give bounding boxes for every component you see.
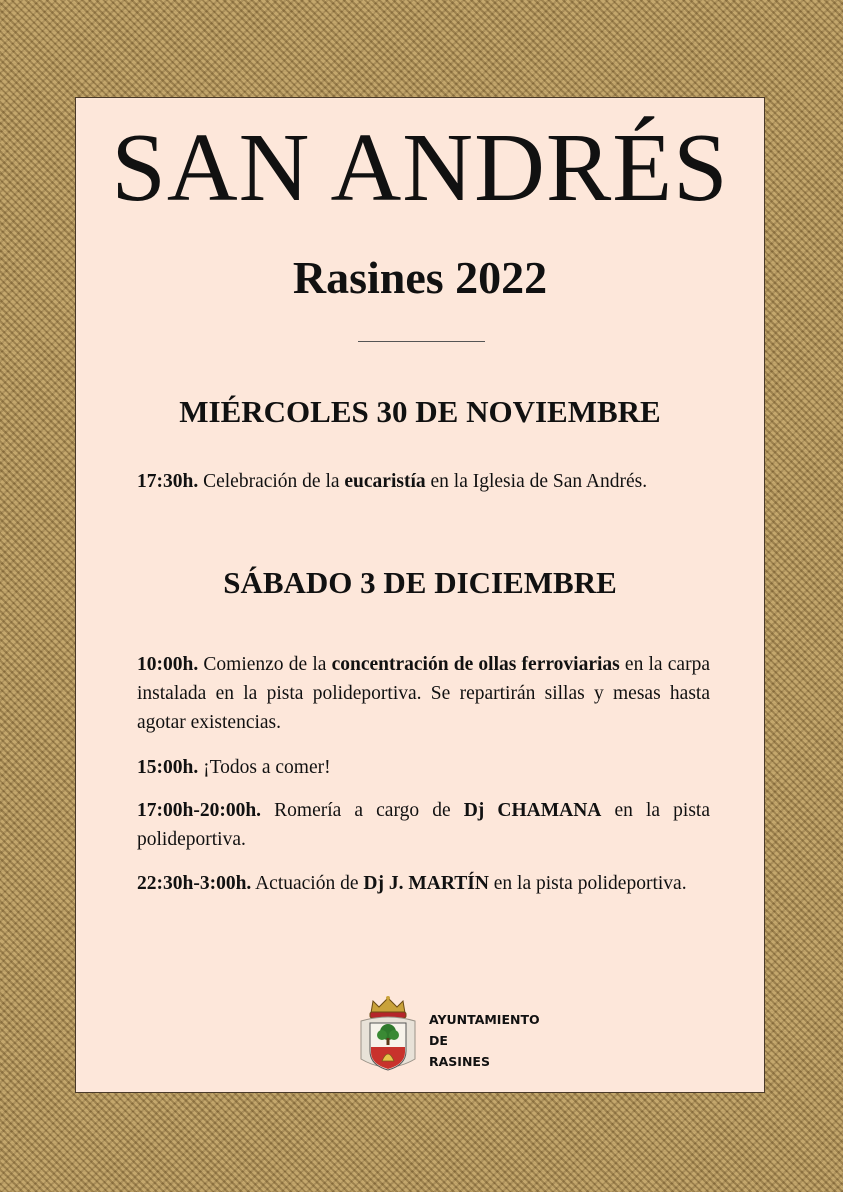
town-hall-label-line: AYUNTAMIENTO <box>429 1012 540 1027</box>
entry-text: en la carpa instalada en la pista polideportiva. Se repartirán sillas y mesas hasta agotar existencias. <box>137 654 710 733</box>
entry-time: 22:30h-3:00h. <box>137 873 252 894</box>
entry-text: Comienzo de la <box>198 654 332 675</box>
divider-line <box>358 341 485 342</box>
entry-highlight: Dj CHAMANA <box>463 800 602 821</box>
schedule-entry <box>137 650 710 737</box>
entry-highlight: concentración de ollas ferroviarias <box>331 654 620 675</box>
entry-highlight: Dj J. MARTÍN <box>363 873 489 894</box>
entry-time: 10:00h. <box>137 654 199 675</box>
schedule-entry <box>137 869 710 898</box>
schedule-entry <box>137 753 710 782</box>
entry-text: en la Iglesia de San Andrés. <box>425 471 648 492</box>
entry-time: 17:00h-20:00h. <box>137 800 262 821</box>
page-subtitle: Rasines 2022 <box>292 252 548 303</box>
schedule-entry <box>137 467 710 496</box>
entry-time: 17:30h. <box>137 471 199 492</box>
entry-text: en la pista polideportiva. <box>488 873 687 894</box>
day-heading-wednesday: MIÉRCOLES 30 DE NOVIEMBRE <box>179 394 661 429</box>
entry-time: 15:00h. <box>137 757 199 778</box>
town-hall-label-line: RASINES <box>429 1054 490 1069</box>
page-title: SAN ANDRÉS <box>111 114 729 222</box>
poster-card <box>75 97 765 1093</box>
town-hall-label-line: DE <box>429 1033 448 1048</box>
town-hall-label <box>429 1009 540 1072</box>
day-heading-saturday: SÁBADO 3 DE DICIEMBRE <box>223 565 617 600</box>
entry-text: Romería a cargo de <box>261 800 464 821</box>
coat-of-arms-icon <box>357 995 419 1075</box>
schedule-entry <box>137 796 710 854</box>
entry-text: Celebración de la <box>198 471 345 492</box>
entry-highlight: eucaristía <box>344 471 426 492</box>
entry-text: ¡Todos a comer! <box>198 757 331 778</box>
entry-text: Actuación de <box>251 873 364 894</box>
entry-text: en la pista polideportiva. <box>137 800 710 850</box>
